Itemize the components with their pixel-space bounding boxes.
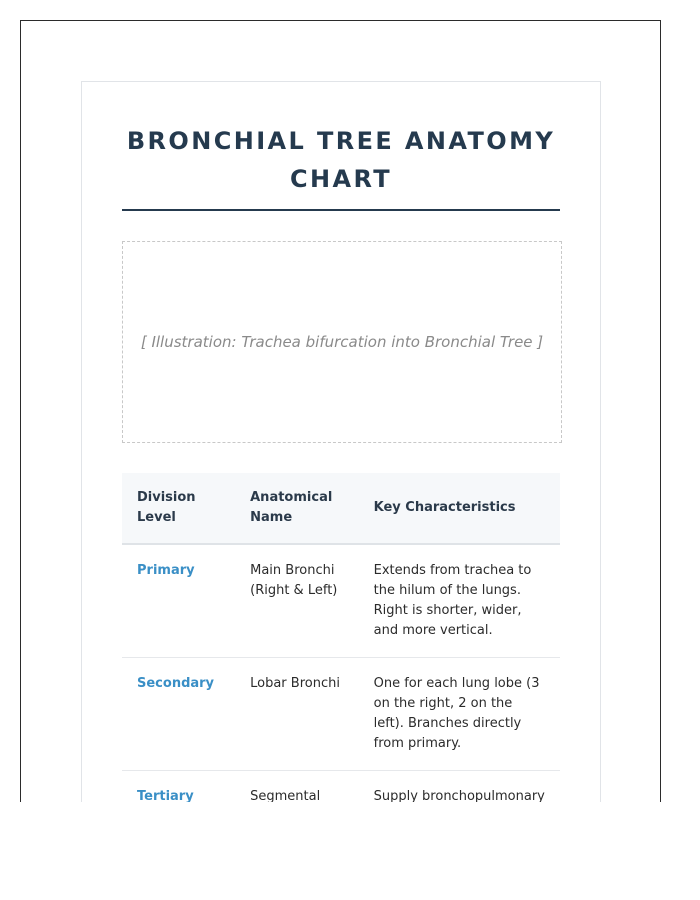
page-title: BRONCHIAL TREE ANATOMY CHART (126, 127, 556, 193)
table-row (122, 771, 560, 803)
division-level-cell (122, 544, 235, 658)
page-frame (20, 20, 661, 802)
key-characteristics-cell: One for each lung lobe (3 on the right, 2 on the left). Branches directly from primary. (359, 658, 560, 771)
header-anatomical-name: Anatomical Name (235, 473, 359, 544)
division-level-label: Primary (137, 563, 195, 578)
key-characteristics-cell: Supply bronchopulmonary (359, 771, 560, 803)
header-division-level: Division Level (122, 473, 235, 544)
header-key-characteristics: Key Characteristics (359, 473, 560, 544)
title-divider (122, 209, 560, 211)
division-level-label: Tertiary (137, 789, 194, 802)
chart-card (81, 81, 601, 802)
illustration-placeholder (122, 241, 562, 443)
table-row (122, 658, 560, 771)
key-characteristics-cell: Extends from trachea to the hilum of the lungs. Right is shorter, wider, and more vertical. (359, 544, 560, 658)
illustration-caption: [ Illustration: Trachea bifurcation into Bronchial Tree ] (140, 333, 544, 351)
anatomical-name-cell: Lobar Bronchi (235, 658, 359, 771)
division-level-label: Secondary (137, 676, 215, 691)
bronchial-division-table (122, 473, 560, 802)
division-level-cell (122, 658, 235, 771)
division-level-cell (122, 771, 235, 803)
anatomical-name-cell: Segmental (235, 771, 359, 803)
table-row (122, 544, 560, 658)
table-header-row (122, 473, 560, 544)
anatomical-name-cell: Main Bronchi (Right & Left) (235, 544, 359, 658)
